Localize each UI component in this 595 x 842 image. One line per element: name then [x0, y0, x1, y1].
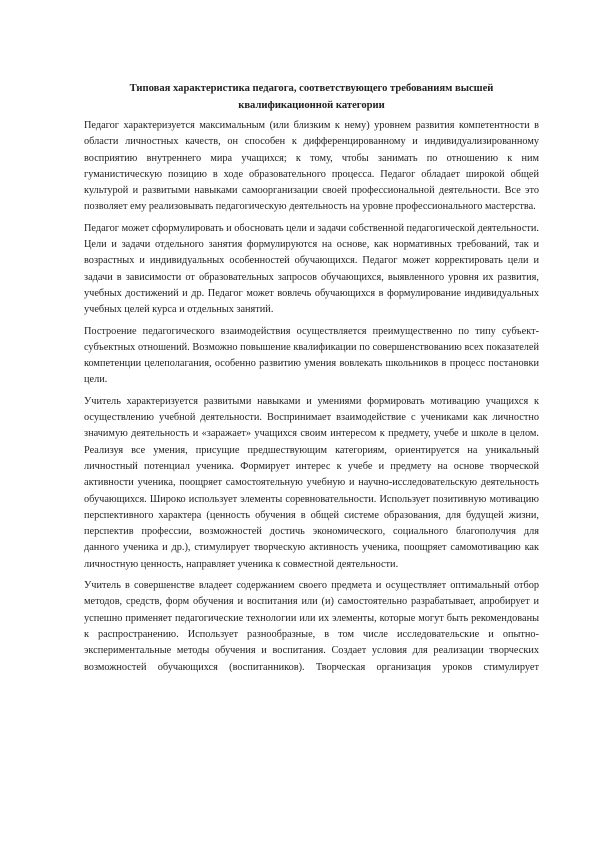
paragraph-goal-setting: Педагог может сформулировать и обосновать цели и задачи собственной педагогической деятельности. Цели и задачи отдельного занятия формулируются на основе, как нормативных требований, так и возрастных и индивидуальных особенностей обучающихся. Педагог может корректировать цели и задачи в зависимости от образовательных запросов обучающихся, выявленного уровня их развития, учебных достижений и др. Педагог может вовлечь обучающихся в формулирование индивидуальных учебных целей курса и отдельных занятий. [84, 222, 539, 316]
paragraph-personal-qualities: Педагог характеризуется максимальным (или близким к нему) уровнем развития компетентности в области личностных качеств, он способен к дифференцированному и индивидуализированному восприятию внутреннего мира учащихся; к тому, чтобы занимать по отношению к ним гуманистическую позицию в ходе образовательного процесса. Педагог обладает широкой общей культурой и развитыми навыками самоорганизации своей профессиональной деятельности. Все это позволяет ему реализовывать педагогическую деятельность на уровне профессионального мастерства. [84, 120, 539, 213]
document-title: Типовая характеристика педагога, соответствующего требованиям высшей квалификационной категории [129, 83, 494, 111]
paragraph-pedagogical-interaction: Построение педагогического взаимодействия осуществляется преимущественно по типу субъект-субъектных отношений. Возможно повышение квалификации по совершенствованию всех показателей компетенции целеполагания, особенно развитию умения вовлекать школьников в процесс постановки цели. [84, 325, 539, 386]
paragraph-subject-mastery: Учитель в совершенстве владеет содержанием своего предмета и осуществляет оптимальный отбор методов, средств, форм обучения и воспитания или (и) самостоятельно разрабатывает, апробирует и успешно применяет педагогические технологии или их элементы, которые могут быть рекомендованы к распространению. Использует разнообразные, в том числе исследовательские и опытно-экспериментальные методы обучения и воспитания. Создает условия для реализации творческих возможностей обучающихся (воспитанников). Творческая организация уроков стимулирует [84, 580, 539, 673]
paragraph-motivation: Учитель характеризуется развитыми навыками и умениями формировать мотивацию учащихся к осуществлению учебной деятельности. Воспринимает взаимодействие с учениками как личностно значимую деятельность и «заражает» учащихся своим интересом к предмету, учебе и школе в целом. Реализуя все умения, присущие предшествующим категориям, ориентируется на уникальный личностный потенциал ученика. Формирует интерес к учебе и предмету на основе творческой активности ученика, поощряет самостоятельную учебную и научно-исследовательскую деятельность обучающихся. Широко использует элементы соревновательности. Использует позитивную мотивацию перспективного характера (ценность обучения в общей системе образования, для будущей жизни, перспектив профессии, возможностей достичь экономического, социального благополучия для данного ученика и др.), стимулирует творческую активность ученика, поощряет самомотивацию как личностную ценность, направляет ученика к совместной деятельности. [84, 395, 539, 570]
